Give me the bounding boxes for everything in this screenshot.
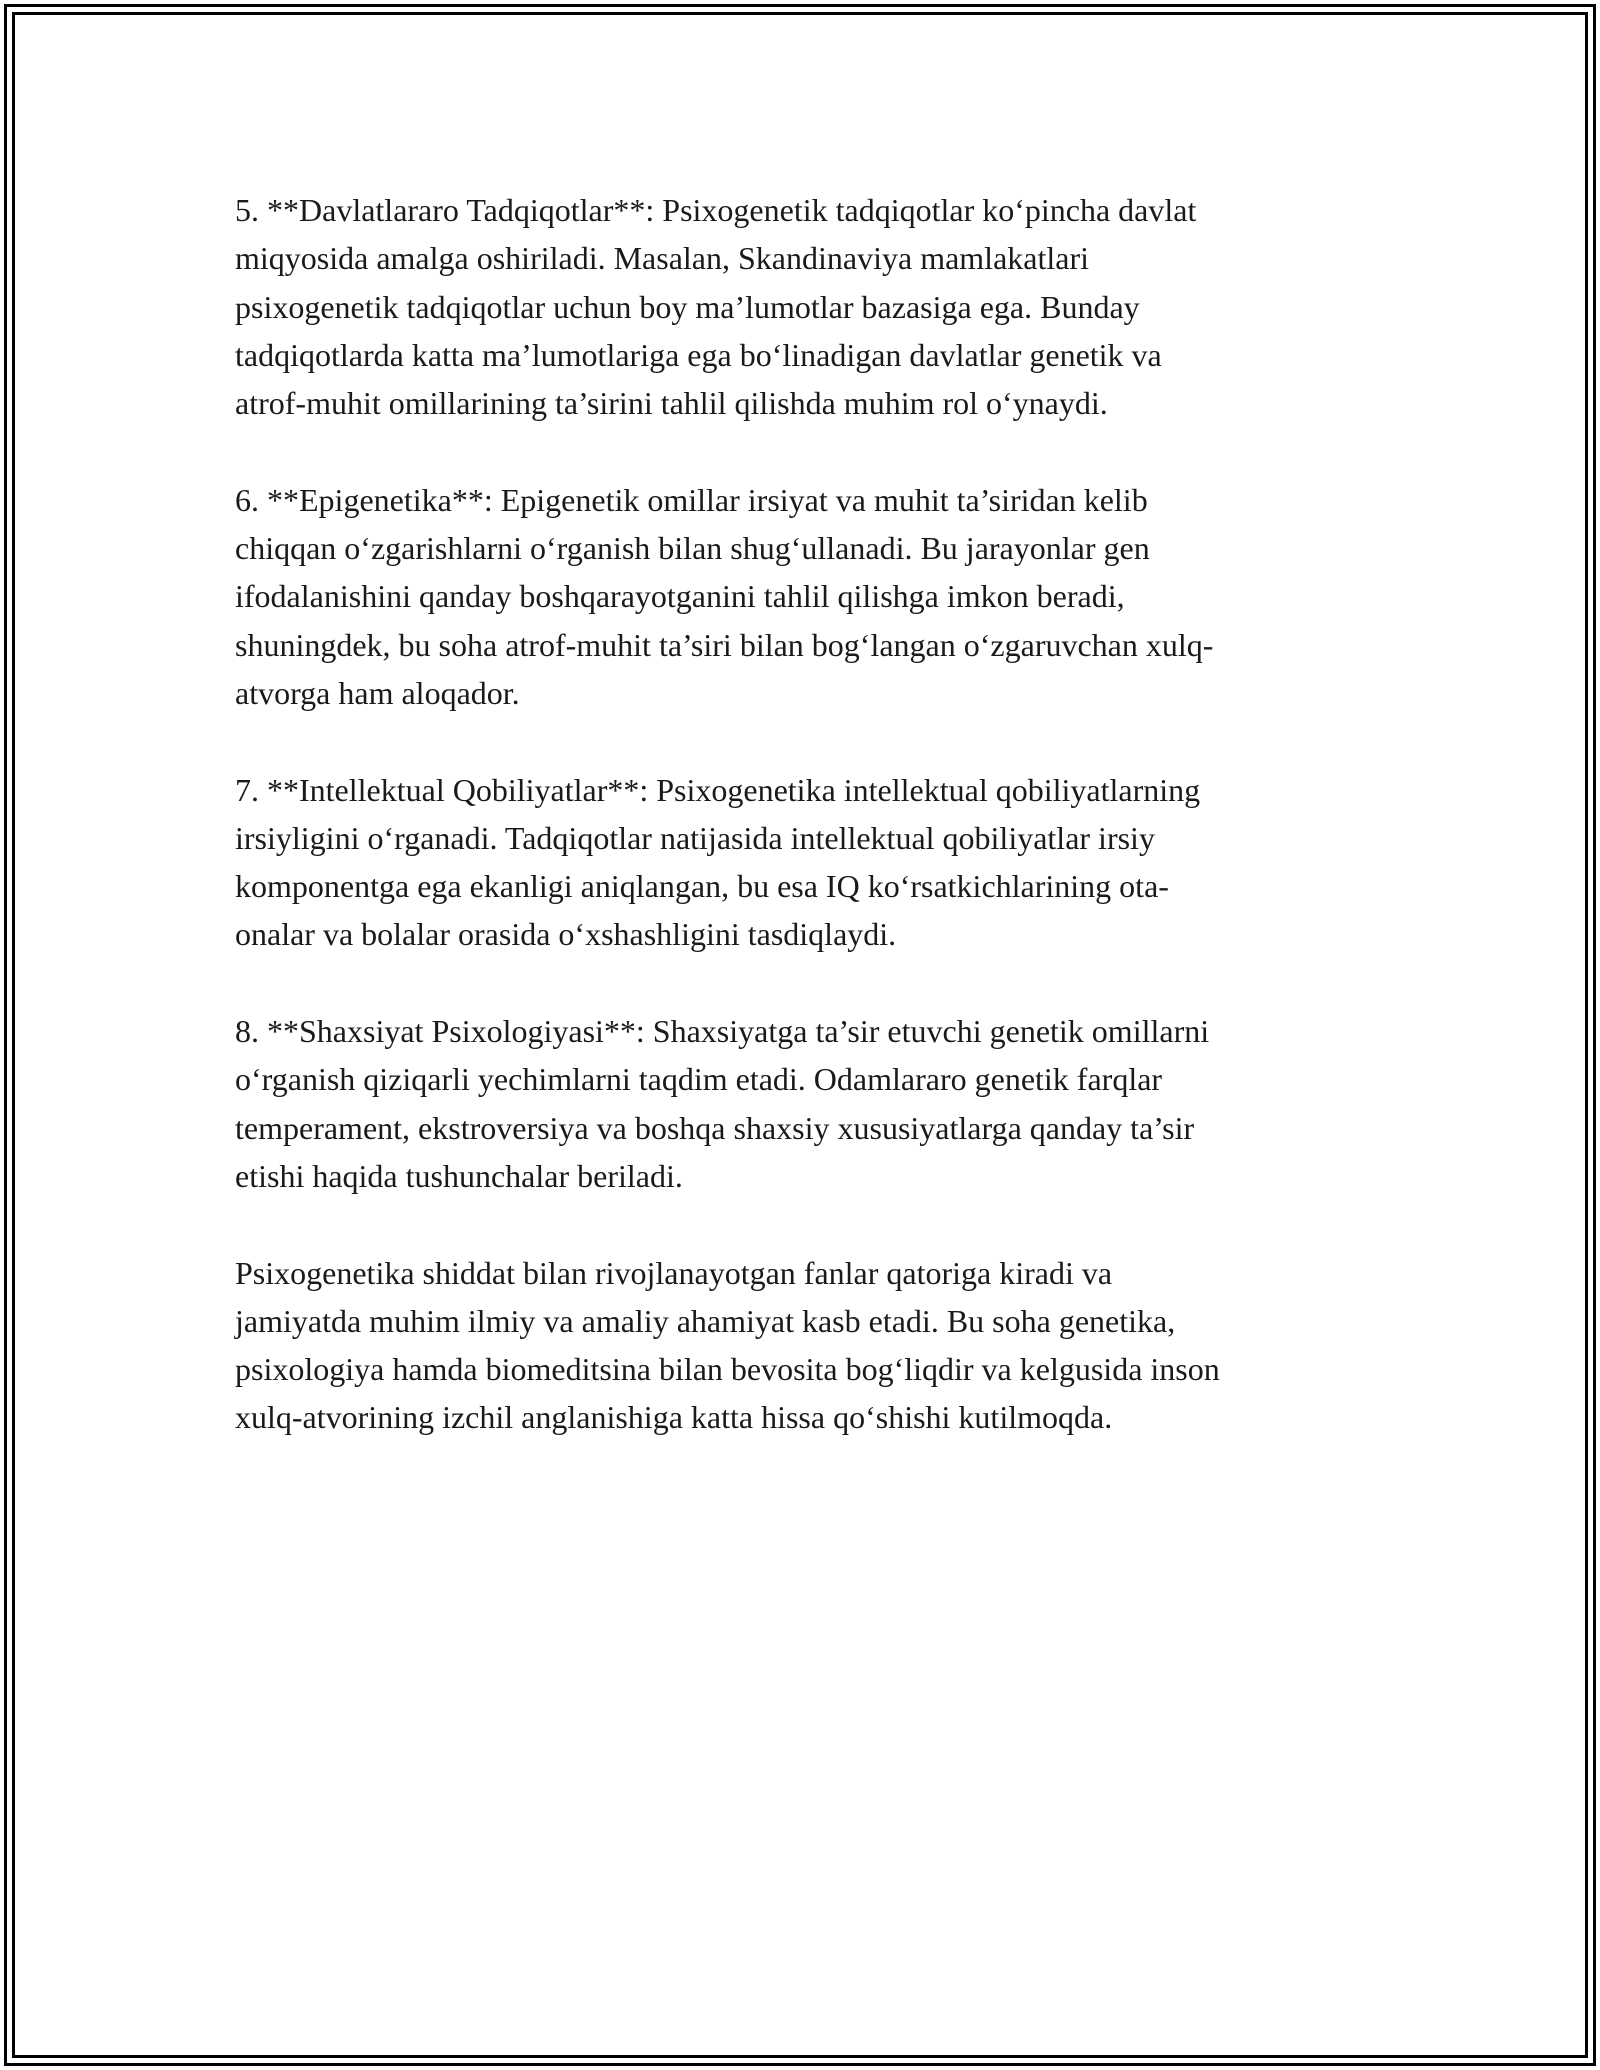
paragraph-6-epigenetika bbox=[235, 476, 1370, 717]
paragraph-5-davlatlararo-tadqiqotlar bbox=[235, 186, 1370, 427]
text-line: atrof-muhit omillarining ta’sirini tahlil qilishda muhim rol o‘ynaydi. bbox=[235, 385, 1108, 422]
text-line: tadqiqotlarda katta ma’lumotlariga ega bo‘linadigan davlatlar genetik va bbox=[235, 336, 1162, 373]
text-line: komponentga ega ekanligi aniqlangan, bu esa IQ ko‘rsatkichlarining ota- bbox=[235, 868, 1169, 905]
text-line: psixologiya hamda biomeditsina bilan bevosita bog‘liqdir va kelgusida inson bbox=[235, 1351, 1220, 1388]
text-line: shuningdek, bu soha atrof-muhit ta’siri bilan bog‘langan o‘zgaruvchan xulq- bbox=[235, 626, 1214, 663]
text-line: ifodalanishini qanday boshqarayotganini tahlil qilishga imkon beradi, bbox=[235, 578, 1125, 615]
text-line: 8. **Shaxsiyat Psixologiyasi**: Shaxsiyatga ta’sir etuvchi genetik omillarni bbox=[235, 1013, 1210, 1050]
text-line: irsiyligini o‘rganadi. Tadqiqotlar natijasida intellektual qobiliyatlar irsiy bbox=[235, 819, 1155, 856]
text-line: chiqqan o‘zgarishlarni o‘rganish bilan shug‘ullanadi. Bu jarayonlar gen bbox=[235, 530, 1150, 567]
paragraph-conclusion bbox=[235, 1249, 1370, 1442]
text-line: o‘rganish qiziqarli yechimlarni taqdim etadi. Odamlararo genetik farqlar bbox=[235, 1061, 1163, 1098]
text-line: psixogenetik tadqiqotlar uchun boy ma’lumotlar bazasiga ega. Bunday bbox=[235, 288, 1140, 325]
text-line: atvorga ham aloqador. bbox=[235, 674, 520, 711]
document-body bbox=[235, 186, 1370, 1490]
text-line: jamiyatda muhim ilmiy va amaliy ahamiyat kasb etadi. Bu soha genetika, bbox=[235, 1302, 1176, 1339]
text-line: temperament, ekstroversiya va boshqa shaxsiy xususiyatlarga qanday ta’sir bbox=[235, 1109, 1195, 1146]
text-line: 6. **Epigenetika**: Epigenetik omillar irsiyat va muhit ta’siridan kelib bbox=[235, 481, 1148, 518]
paragraph-7-intellektual-qobiliyatlar bbox=[235, 766, 1370, 959]
text-line: xulq-atvorining izchil anglanishiga katta hissa qo‘shishi kutilmoqda. bbox=[235, 1399, 1113, 1436]
text-line: Psixogenetika shiddat bilan rivojlanayotgan fanlar qatoriga kiradi va bbox=[235, 1254, 1113, 1291]
paragraph-8-shaxsiyat-psixologiyasi bbox=[235, 1007, 1370, 1200]
text-line: etishi haqida tushunchalar beriladi. bbox=[235, 1157, 683, 1194]
text-line: 7. **Intellektual Qobiliyatlar**: Psixogenetika intellektual qobiliyatlarning bbox=[235, 771, 1201, 808]
text-line: miqyosida amalga oshiriladi. Masalan, Skandinaviya mamlakatlari bbox=[235, 240, 1089, 277]
text-line: 5. **Davlatlararo Tadqiqotlar**: Psixogenetik tadqiqotlar ko‘pincha davlat bbox=[235, 192, 1197, 228]
text-line: onalar va bolalar orasida o‘xshashligini tasdiqlaydi. bbox=[235, 916, 897, 953]
